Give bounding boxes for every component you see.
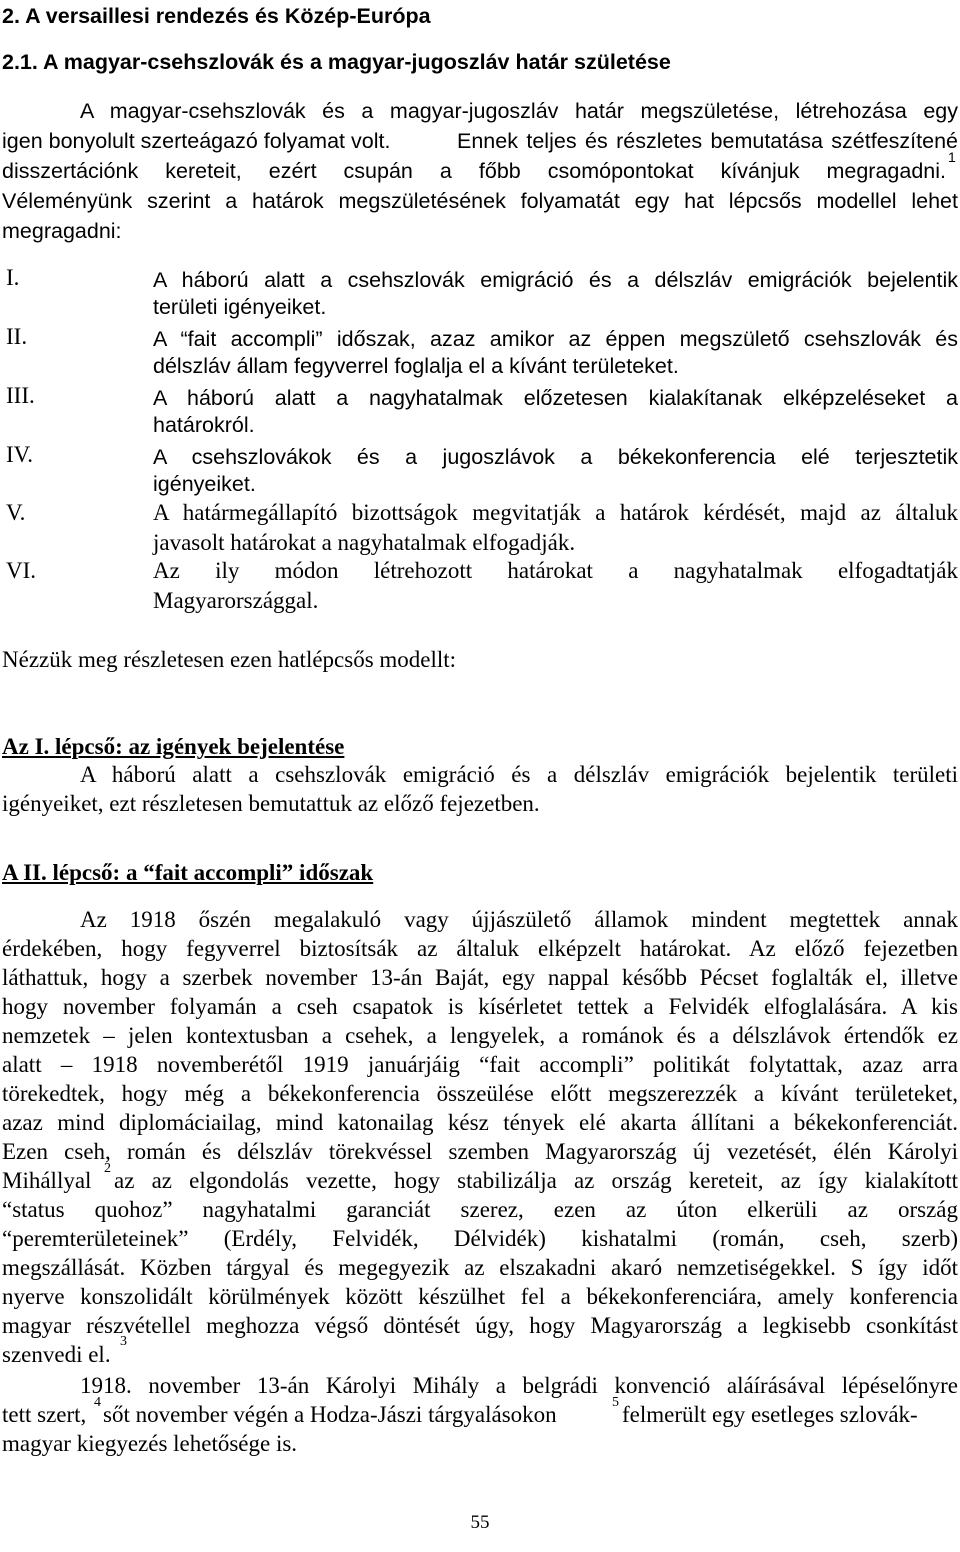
step-line-1: A “fait accompli” időszak, azaz amikor az éppen megszülető csehszlovák és	[153, 327, 958, 351]
footnote-number: 2	[104, 1161, 111, 1177]
step2-line-2: érdekében, hogy fegyverrel biztosítsák az általuk elképzelt határokat. Az előző fejezetben	[2, 936, 958, 961]
footnote-ref-3	[120, 1336, 127, 1364]
step2-line-13: megszállását. Közben tárgyal és megegyezik az elszakadni akaró nemzetiségekkel. S így időt	[2, 1255, 958, 1280]
step-line-2: Magyarországgal.	[153, 588, 319, 613]
footnote-ref-4	[94, 1397, 101, 1425]
para-last-line-1: 1918. november 13-án Károlyi Mihály a belgrádi konvenció aláírásával lépéselőnyre	[80, 1373, 958, 1398]
footnote-number: 1	[948, 148, 956, 165]
model-intro: Nézzük meg részletesen ezen hatlépcsős modellt:	[2, 647, 457, 672]
footnote-ref-2	[104, 1163, 111, 1191]
footnote-ref-1	[948, 148, 956, 180]
step-number: IV.	[6, 442, 34, 467]
step-line-1: A csehszlovákok és a jugoszlávok a békekonferencia elé terjesztetik	[153, 445, 958, 469]
step2-line-9: Ezen cseh, román és délszláv törekvéssel szemben Magyarország új vezetését, élén Károlyi	[2, 1139, 958, 1164]
step2-line-11: “status quohoz” nagyhatalmi garanciát szerez, ezen az úton elkerüli az ország	[2, 1197, 958, 1222]
step2-line-15: magyar részvétellel meghozza végső döntését úgy, hogy Magyarország a legkisebb csonkítást	[2, 1313, 958, 1338]
step2-line-12: “peremterületeinek” (Erdély, Felvidék, Délvidék) kishatalmi (román, cseh, szerb)	[2, 1226, 958, 1251]
intro-line-1: A magyar-csehszlovák és a magyar-jugoszláv határ megszületése, létrehozása egy	[80, 99, 958, 123]
step2-line-5: nemzetek – jelen kontextusban a csehek, a lengyelek, a románok és a délszlávok értendők ez	[2, 1023, 958, 1048]
step-number: III.	[6, 383, 35, 408]
intro-line-4: Véleményünk szerint a határok megszületésének folyamatát egy hat lépcsős modellel lehet	[2, 189, 958, 213]
step1-line-2: igényeiket, ezt részletesen bemutattuk az előző fejezetben.	[2, 791, 540, 816]
para-last-line-2c: felmerült egy esetleges szlovák-	[622, 1402, 918, 1427]
step2-line-7: törekedtek, hogy még a békekonferencia összeülése előtt megszerezzék a kívánt területeket,	[2, 1081, 958, 1106]
step-line-1: A háború alatt a csehszlovák emigráció és a délszláv emigrációk bejelentik	[153, 268, 958, 292]
step1-heading: Az I. lépcső: az igények bejelentése	[2, 734, 345, 759]
step-number: V.	[6, 500, 26, 525]
step-line-1: A határmegállapító bizottságok megvitatják a határok kérdését, majd az általuk	[153, 500, 958, 525]
intro-line-5: megragadni:	[2, 219, 122, 243]
step2-line-10b: az az elgondolás vezette, hogy stabilizálja az ország kereteit, az így kialakított	[114, 1168, 958, 1193]
footnote-number: 4	[94, 1395, 101, 1411]
step2-line-3: láthattuk, hogy a szerbek november 13-án Baját, egy nappal később Pécset foglalták el, illetve	[2, 965, 958, 990]
page-number: 55	[470, 1512, 490, 1533]
step-line-2: határokról.	[153, 413, 255, 437]
step-number: VI.	[6, 558, 37, 583]
step-line-2: javasolt határokat a nagyhatalmak elfogadják.	[153, 530, 576, 555]
para-last-line-3: magyar kiegyezés lehetősége is.	[2, 1431, 298, 1456]
para-last-line-2a: tett szert,	[2, 1402, 87, 1427]
step2-line-16: szenvedi el.	[2, 1342, 111, 1367]
footnote-ref-5	[612, 1397, 619, 1425]
step2-line-10a: Mihállyal	[2, 1168, 92, 1193]
step2-line-14: nyerve konszolidált körülmények között készülhet fel a békekonferenciára, amely konferencia	[2, 1284, 958, 1309]
section-heading: 2.1. A magyar-csehszlovák és a magyar-jugoszláv határ születése	[2, 50, 671, 74]
step-line-1: Az ily módon létrehozott határokat a nagyhatalmak elfogadtatják	[153, 558, 958, 583]
step1-line-1: A háború alatt a csehszlovák emigráció és a délszláv emigrációk bejelentik területi	[80, 762, 958, 787]
footnote-number: 3	[120, 1334, 127, 1350]
intro-line-2b: Ennek teljes és részletes bemutatása szétfeszítené	[457, 129, 958, 153]
step2-line-6: alatt – 1918 novemberétől 1919 januárjáig “fait accompli” politikát folytattak, azaz arra	[2, 1052, 958, 1077]
footnote-number: 5	[612, 1395, 619, 1411]
intro-line-3: disszertációnk kereteit, ezért csupán a főbb csomópontokat kívánjuk megragadni.	[2, 159, 946, 183]
step-line-1: A háború alatt a nagyhatalmak előzetesen kialakítanak elképzeléseket a	[153, 386, 958, 410]
step2-line-4: hogy november folyamán a cseh csapatok is kísérletet tettek a Felvidék elfoglalására. A kis	[2, 994, 958, 1019]
chapter-heading: 2. A versaillesi rendezés és Közép-Európa	[2, 4, 431, 28]
intro-line-2a: igen bonyolult szerteágazó folyamat volt.	[2, 129, 391, 153]
step-number: I.	[6, 265, 20, 290]
step-line-2: területi igényeiket.	[153, 295, 327, 319]
para-last-line-2b: sőt november végén a Hodza-Jászi tárgyalásokon	[103, 1402, 557, 1427]
step-line-2: igényeiket.	[153, 472, 256, 496]
step-line-2: délszláv állam fegyverrel foglalja el a kívánt területeket.	[153, 354, 679, 378]
step2-heading: A II. lépcső: a “fait accompli” időszak	[2, 860, 374, 885]
step2-line-8: azaz mind diplomáciailag, mind katonailag kész tények elé akarta állítani a békekonferenciát.	[2, 1110, 958, 1135]
step-number: II.	[6, 324, 28, 349]
step2-line-1: Az 1918 őszén megalakuló vagy újjászülető államok mindent megtettek annak	[80, 907, 958, 932]
